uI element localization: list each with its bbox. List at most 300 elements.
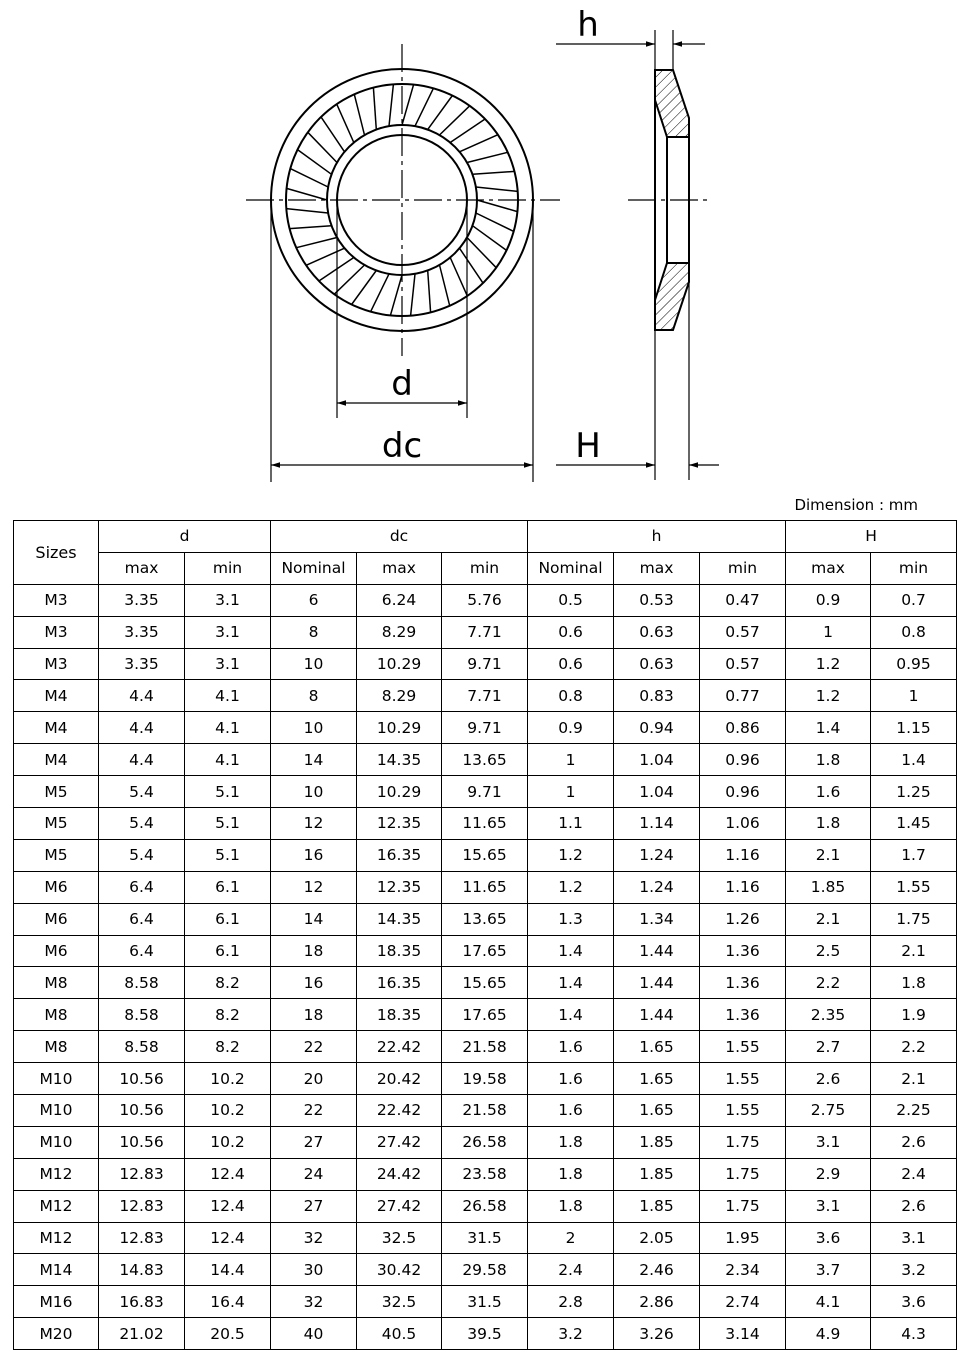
value-cell: 4.1 [185,680,271,712]
label-d: d [391,364,413,404]
value-cell: 2.6 [786,1063,871,1095]
value-cell: 3.1 [185,616,271,648]
value-cell: 1.16 [700,871,786,903]
value-cell: 1.2 [786,648,871,680]
value-cell: 8.58 [99,967,185,999]
value-cell: 14 [271,744,357,776]
value-cell: 11.65 [442,808,528,840]
value-cell: 1.2 [528,871,614,903]
value-cell: 12 [271,808,357,840]
value-cell: 27 [271,1126,357,1158]
table-row [14,1158,957,1190]
value-cell: 1.85 [786,871,871,903]
value-cell: 10 [271,648,357,680]
value-cell: 0.94 [614,712,700,744]
value-cell: 1.4 [528,999,614,1031]
value-cell: 1.1 [528,808,614,840]
table-row [14,1222,957,1254]
value-cell: 2.35 [786,999,871,1031]
value-cell: 8.58 [99,999,185,1031]
serration-tooth [371,274,389,312]
size-cell: M12 [14,1222,99,1254]
value-cell: 1.55 [700,1063,786,1095]
value-cell: 0.86 [700,712,786,744]
value-cell: 1.24 [614,839,700,871]
value-cell: 6.4 [99,871,185,903]
value-cell: 0.5 [528,584,614,616]
value-cell: 2.1 [786,839,871,871]
value-cell: 1 [871,680,957,712]
value-cell: 27.42 [357,1126,442,1158]
label-H: H [575,426,601,466]
value-cell: 32.5 [357,1286,442,1318]
serration-tooth [402,85,414,125]
value-cell: 30.42 [357,1254,442,1286]
value-cell: 0.95 [871,648,957,680]
table-row [14,648,957,680]
value-cell: 1 [786,616,871,648]
value-cell: 3.26 [614,1318,700,1350]
value-cell: 1.95 [700,1222,786,1254]
serration-tooth [373,88,376,130]
serration-tooth [460,248,484,283]
size-cell: M20 [14,1318,99,1350]
value-cell: 1.65 [614,1031,700,1063]
value-cell: 40.5 [357,1318,442,1350]
serration-tooth [450,119,485,143]
value-cell: 2.4 [528,1254,614,1286]
group-header-h: h [528,521,786,553]
size-cell: M12 [14,1190,99,1222]
serration-tooth [428,96,453,130]
value-cell: 16.4 [185,1286,271,1318]
serration-tooth [476,213,514,231]
value-cell: 1.15 [871,712,957,744]
value-cell: 0.57 [700,648,786,680]
value-cell: 1.04 [614,744,700,776]
table-row [14,871,957,903]
value-cell: 21.58 [442,1031,528,1063]
value-cell: 1.6 [528,1063,614,1095]
value-cell: 12.83 [99,1190,185,1222]
sub-header: max [614,552,700,584]
value-cell: 2.6 [871,1126,957,1158]
serration-tooth [460,135,498,152]
serration-tooth [308,132,337,162]
size-cell: M12 [14,1158,99,1190]
value-cell: 0.8 [528,680,614,712]
value-cell: 3.35 [99,616,185,648]
value-cell: 2.1 [871,935,957,967]
value-cell: 3.6 [871,1286,957,1318]
value-cell: 2.1 [871,1063,957,1095]
table-row [14,776,957,808]
value-cell: 8.2 [185,1031,271,1063]
value-cell: 6.1 [185,903,271,935]
value-cell: 6 [271,584,357,616]
value-cell: 1.44 [614,999,700,1031]
value-cell: 10.2 [185,1126,271,1158]
value-cell: 8.58 [99,1031,185,1063]
size-cell: M10 [14,1063,99,1095]
value-cell: 0.83 [614,680,700,712]
value-cell: 1.45 [871,808,957,840]
value-cell: 6.1 [185,935,271,967]
value-cell: 10 [271,776,357,808]
value-cell: 1.75 [871,903,957,935]
value-cell: 0.47 [700,584,786,616]
value-cell: 16.35 [357,967,442,999]
size-cell: M8 [14,967,99,999]
value-cell: 4.4 [99,744,185,776]
value-cell: 16 [271,839,357,871]
value-cell: 1.6 [528,1095,614,1127]
value-cell: 0.6 [528,648,614,680]
value-cell: 9.71 [442,712,528,744]
size-cell: M14 [14,1254,99,1286]
value-cell: 26.58 [442,1126,528,1158]
table-row [14,1318,957,1350]
serration-tooth [286,209,328,213]
value-cell: 11.65 [442,871,528,903]
table-row [14,839,957,871]
serration-tooth [477,200,517,212]
value-cell: 1.85 [614,1126,700,1158]
value-cell: 8 [271,680,357,712]
value-cell: 2.9 [786,1158,871,1190]
value-cell: 16.35 [357,839,442,871]
sub-header: min [700,552,786,584]
value-cell: 2.6 [871,1190,957,1222]
value-cell: 32.5 [357,1222,442,1254]
value-cell: 3.7 [786,1254,871,1286]
value-cell: 26.58 [442,1190,528,1222]
value-cell: 14.83 [99,1254,185,1286]
value-cell: 3.2 [871,1254,957,1286]
sub-header-row [14,552,957,584]
value-cell: 1.04 [614,776,700,808]
value-cell: 1.34 [614,903,700,935]
value-cell: 3.1 [871,1222,957,1254]
size-cell: M4 [14,744,99,776]
serration-tooth [290,169,328,187]
value-cell: 1.26 [700,903,786,935]
value-cell: 1.14 [614,808,700,840]
value-cell: 27.42 [357,1190,442,1222]
value-cell: 17.65 [442,999,528,1031]
serration-tooth [352,271,377,305]
group-header-d: d [99,521,271,553]
serration-tooth [450,258,467,296]
table-row [14,1063,957,1095]
table-row [14,712,957,744]
value-cell: 0.77 [700,680,786,712]
value-cell: 12.4 [185,1222,271,1254]
value-cell: 0.57 [700,616,786,648]
table-row [14,616,957,648]
value-cell: 19.58 [442,1063,528,1095]
value-cell: 10.56 [99,1063,185,1095]
value-cell: 8.29 [357,616,442,648]
value-cell: 2.74 [700,1286,786,1318]
group-header-H: H [786,521,957,553]
value-cell: 1.8 [786,808,871,840]
serration-tooth [411,274,415,316]
serration-tooth [306,248,344,265]
value-cell: 5.1 [185,776,271,808]
value-cell: 4.1 [185,744,271,776]
group-header-row [14,521,957,553]
value-cell: 4.1 [786,1286,871,1318]
value-cell: 1.55 [871,871,957,903]
serration-tooth [440,106,470,135]
value-cell: 2 [528,1222,614,1254]
value-cell: 13.65 [442,744,528,776]
value-cell: 15.65 [442,967,528,999]
value-cell: 0.9 [786,584,871,616]
dimension-table [13,520,957,1350]
value-cell: 2.5 [786,935,871,967]
serration-tooth [389,84,393,126]
serration-tooth [467,238,496,268]
value-cell: 6.1 [185,871,271,903]
value-cell: 6.4 [99,903,185,935]
value-cell: 1.65 [614,1063,700,1095]
value-cell: 1.65 [614,1095,700,1127]
value-cell: 4.9 [786,1318,871,1350]
value-cell: 5.76 [442,584,528,616]
value-cell: 9.71 [442,648,528,680]
value-cell: 0.96 [700,744,786,776]
value-cell: 1.06 [700,808,786,840]
table-row [14,967,957,999]
value-cell: 1.4 [871,744,957,776]
unit-note: Dimension : mm [794,496,918,514]
value-cell: 2.8 [528,1286,614,1318]
serration-tooth [428,271,431,313]
size-cell: M8 [14,999,99,1031]
value-cell: 20.42 [357,1063,442,1095]
size-cell: M8 [14,1031,99,1063]
sub-header: max [786,552,871,584]
value-cell: 1.24 [614,871,700,903]
value-cell: 12.35 [357,871,442,903]
serration-tooth [390,275,402,315]
value-cell: 14 [271,903,357,935]
value-cell: 1.36 [700,999,786,1031]
value-cell: 18.35 [357,999,442,1031]
value-cell: 6.24 [357,584,442,616]
value-cell: 1.8 [528,1158,614,1190]
table-row [14,1286,957,1318]
value-cell: 12.83 [99,1222,185,1254]
label-dc: dc [381,426,423,466]
value-cell: 1.75 [700,1158,786,1190]
table-row [14,1190,957,1222]
serration-tooth [473,171,515,174]
serration-tooth [354,94,364,135]
value-cell: 0.63 [614,616,700,648]
value-cell: 1.55 [700,1031,786,1063]
value-cell: 8.2 [185,967,271,999]
value-cell: 3.1 [185,584,271,616]
value-cell: 12.4 [185,1190,271,1222]
value-cell: 10.29 [357,648,442,680]
serration-tooth [287,188,327,200]
value-cell: 2.34 [700,1254,786,1286]
value-cell: 4.3 [871,1318,957,1350]
value-cell: 2.46 [614,1254,700,1286]
value-cell: 1.9 [871,999,957,1031]
value-cell: 1.85 [614,1158,700,1190]
serration-tooth [290,226,332,229]
value-cell: 3.6 [786,1222,871,1254]
table-row [14,903,957,935]
value-cell: 27 [271,1190,357,1222]
value-cell: 17.65 [442,935,528,967]
serration-tooth [440,265,450,306]
value-cell: 0.8 [871,616,957,648]
value-cell: 10.2 [185,1063,271,1095]
value-cell: 2.2 [786,967,871,999]
value-cell: 1.8 [786,744,871,776]
value-cell: 5.1 [185,808,271,840]
table-row [14,680,957,712]
front-centerlines [246,44,560,356]
value-cell: 1.2 [528,839,614,871]
value-cell: 2.2 [871,1031,957,1063]
size-cell: M3 [14,648,99,680]
value-cell: 2.05 [614,1222,700,1254]
size-cell: M5 [14,776,99,808]
value-cell: 0.6 [528,616,614,648]
value-cell: 1.6 [528,1031,614,1063]
value-cell: 8.29 [357,680,442,712]
value-cell: 1.44 [614,935,700,967]
value-cell: 1.3 [528,903,614,935]
table-row [14,1095,957,1127]
size-cell: M6 [14,903,99,935]
value-cell: 1.4 [786,712,871,744]
value-cell: 2.4 [871,1158,957,1190]
value-cell: 3.1 [786,1126,871,1158]
value-cell: 5.4 [99,808,185,840]
value-cell: 31.5 [442,1222,528,1254]
sub-header: max [99,552,185,584]
value-cell: 14.4 [185,1254,271,1286]
value-cell: 3.14 [700,1318,786,1350]
value-cell: 40 [271,1318,357,1350]
value-cell: 21.02 [99,1318,185,1350]
table-row [14,584,957,616]
value-cell: 0.63 [614,648,700,680]
value-cell: 1.2 [786,680,871,712]
value-cell: 0.53 [614,584,700,616]
value-cell: 30 [271,1254,357,1286]
sub-header: min [185,552,271,584]
size-cell: M16 [14,1286,99,1318]
size-cell: M10 [14,1126,99,1158]
size-cell: M5 [14,808,99,840]
value-cell: 22 [271,1095,357,1127]
value-cell: 10.56 [99,1126,185,1158]
size-cell: M10 [14,1095,99,1127]
serration-tooth [321,117,345,152]
value-cell: 21.58 [442,1095,528,1127]
value-cell: 1.36 [700,967,786,999]
value-cell: 23.58 [442,1158,528,1190]
value-cell: 5.4 [99,776,185,808]
value-cell: 1.6 [786,776,871,808]
serration-tooth [467,152,508,162]
value-cell: 24.42 [357,1158,442,1190]
size-cell: M3 [14,616,99,648]
value-cell: 2.75 [786,1095,871,1127]
serration-tooth [337,104,354,142]
group-header-dc: dc [271,521,528,553]
value-cell: 2.1 [786,903,871,935]
value-cell: 1.55 [700,1095,786,1127]
value-cell: 3.35 [99,648,185,680]
value-cell: 10.29 [357,712,442,744]
value-cell: 3.1 [786,1190,871,1222]
value-cell: 0.9 [528,712,614,744]
table-row [14,1126,957,1158]
value-cell: 0.96 [700,776,786,808]
value-cell: 1 [528,744,614,776]
table-body [14,584,957,1349]
value-cell: 24 [271,1158,357,1190]
size-cell: M6 [14,935,99,967]
value-cell: 20.5 [185,1318,271,1350]
sub-header: min [871,552,957,584]
sizes-header: Sizes [14,521,99,585]
value-cell: 5.4 [99,839,185,871]
value-cell: 1.75 [700,1126,786,1158]
value-cell: 0.7 [871,584,957,616]
table-row [14,744,957,776]
value-cell: 31.5 [442,1286,528,1318]
value-cell: 1.85 [614,1190,700,1222]
value-cell: 4.1 [185,712,271,744]
value-cell: 3.35 [99,584,185,616]
size-cell: M5 [14,839,99,871]
value-cell: 10.29 [357,776,442,808]
value-cell: 16.83 [99,1286,185,1318]
sub-header: Nominal [528,552,614,584]
size-cell: M4 [14,712,99,744]
value-cell: 9.71 [442,776,528,808]
size-cell: M4 [14,680,99,712]
value-cell: 14.35 [357,903,442,935]
value-cell: 1.8 [528,1126,614,1158]
value-cell: 12.83 [99,1158,185,1190]
table-row [14,999,957,1031]
value-cell: 2.25 [871,1095,957,1127]
serration-tooth [296,238,337,248]
lower-section [655,263,689,330]
serration-tooth [334,265,364,294]
value-cell: 3.2 [528,1318,614,1350]
value-cell: 8 [271,616,357,648]
value-cell: 22.42 [357,1095,442,1127]
label-h: h [577,5,599,45]
serration-tooth [476,187,518,191]
value-cell: 1.4 [528,935,614,967]
value-cell: 1.25 [871,776,957,808]
size-cell: M6 [14,871,99,903]
table-row [14,808,957,840]
